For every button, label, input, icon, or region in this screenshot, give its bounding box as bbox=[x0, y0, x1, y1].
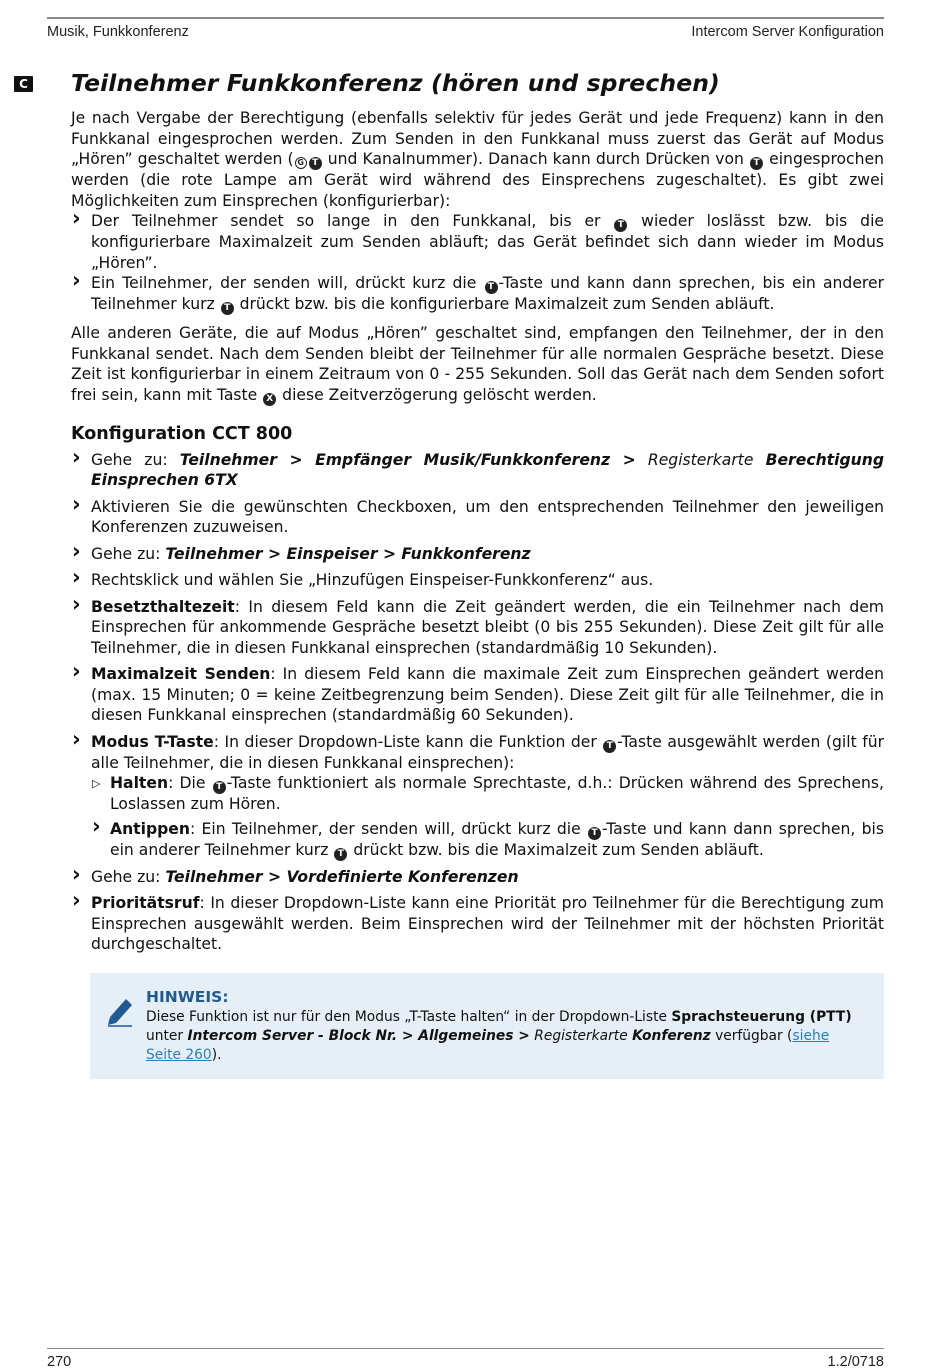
t-key-icon: T bbox=[750, 157, 763, 170]
t-key-icon: T bbox=[309, 157, 322, 170]
t-key-icon: T bbox=[588, 827, 601, 840]
menu-path: Teilnehmer > Vordefinierte Konferenzen bbox=[165, 867, 519, 886]
tab-name: Berechtigung Einsprechen 6TX bbox=[91, 450, 884, 489]
list-item: ▷ Halten: Die T -Taste funktioniert als normale Sprechtaste, d.h.: Drücken während des Sprechens, Loslassen zum Hören. bbox=[91, 773, 884, 815]
note-box bbox=[90, 973, 884, 1079]
g-key-icon: G bbox=[295, 157, 307, 169]
page-number: 270 bbox=[47, 1354, 72, 1370]
list-item: › Maximalzeit Senden: In diesem Feld kann die maximale Zeit zum Einsprechen geändert werden (max. 15 Minuten; 0 = keine Zeitbegrenzung beim Senden). Diese Zeit gilt für alle Teilnehmer, die in diesen Funkkanal einsprechen (standardmäßig 60 Sekunden). bbox=[71, 664, 884, 726]
list-item: › Aktivieren Sie die gewünschten Checkboxen, um den entsprechenden Teilnehmer den jeweiligen Konferenzen zuzuweisen. bbox=[71, 497, 884, 538]
page-content bbox=[71, 66, 884, 1079]
list-item: › Gehe zu: Teilnehmer > Einspeiser > Funkkonferenz bbox=[71, 544, 884, 565]
option-label: Antippen bbox=[110, 819, 190, 838]
header-section-title: Musik, Funkkonferenz bbox=[47, 24, 189, 40]
list-item: › Prioritätsruf: In dieser Dropdown-Liste kann eine Priorität pro Teilnehmer für die Berechtigung zum Einsprechen ausgewählt werden. Beim Einsprechen wird der Teilnehmer mit der höchsten Priorität durchgeschaltet. bbox=[71, 893, 884, 955]
field-label: Prioritätsruf bbox=[91, 894, 200, 912]
mode-options-list bbox=[91, 773, 884, 861]
list-item: › Modus T-Taste: In dieser Dropdown-Liste kann die Funktion der T -Taste ausgewählt werden (gilt für alle Teilnehmer, die in diesen Funkkanal einsprechen): ▷ Halten: Die T -Taste funktioniert als normale Sprechtaste, d.h.: Drücken während des Sprechens, Loslassen zum Hören. › Antippen: Ein Teilnehmer, der senden will, drückt kurz die T -Taste und kann dann sprechen, bis ein anderer Teilnehmer kurz T drückt bzw. bis die Maximalzeit zum Senden abläuft. bbox=[71, 732, 884, 861]
t-key-icon: T bbox=[334, 848, 347, 861]
section-heading: Konfiguration CCT 800 bbox=[71, 423, 293, 444]
config-steps-list bbox=[71, 450, 884, 955]
field-label: Besetzthaltezeit bbox=[91, 597, 235, 616]
note-text: Diese Funktion ist nur für den Modus „T-Taste halten“ in der Dropdown-Liste Sprachsteuerung (PTT) unter Intercom Server - Block Nr. > Allgemeines > Registerkarte Konferenz verfügbar (siehe Seite 260). bbox=[146, 1008, 852, 1063]
intro-paragraph: Je nach Vergabe der Berechtigung (ebenfalls selektiv für jedes Gerät und jede Frequenz) kann in den Funkkanal eingesprochen werden. Zum Senden in den Funkkanal muss zuerst das Gerät auf Modus „Hören” geschaltet werden ( G T und Kanalnummer). Danach kann durch Drücken von T eingesprochen werden (die rote Lampe am Gerät wird während des Einsprechens zugeschaltet). Es gibt zwei Möglichkeiten zum Einsprechen (konfigurierbar): bbox=[71, 109, 884, 210]
pencil-icon bbox=[106, 993, 134, 1027]
list-item: › Der Teilnehmer sendet so lange in den Funkkanal, bis er T wieder loslässt bzw. bis die konfigurierbare Maximalzeit zum Senden abläuft; das Gerät befindet sich dann wieder im Modus „Hören”. bbox=[71, 211, 884, 273]
t-key-icon: T bbox=[485, 281, 498, 294]
t-key-icon: T bbox=[614, 219, 627, 232]
header-rule bbox=[47, 17, 884, 19]
list-item: › Rechtsklick und wählen Sie „Hinzufügen Einspeiser-Funkkonferenz“ aus. bbox=[71, 570, 884, 591]
x-key-icon: X bbox=[263, 393, 276, 406]
note-title: HINWEIS: bbox=[146, 987, 229, 1006]
list-item: › Besetzthaltezeit: In diesem Feld kann die Zeit geändert werden, die ein Teilnehmer nach dem Einsprechen für ankommende Gespräche besetzt bleibt (0 bis 255 Sekunden). Diese Zeit gilt für alle Teilnehmer, die in diesen Funkkanal einsprechen (standardmäßig 10 Sekunden). bbox=[71, 597, 884, 659]
menu-path: Teilnehmer > Empfänger Musik/Funkkonferenz > bbox=[179, 450, 636, 469]
t-key-icon: T bbox=[213, 781, 226, 794]
option-label: Halten bbox=[110, 774, 169, 792]
footer-rule bbox=[47, 1348, 884, 1349]
page-reference-link[interactable]: siehe Seite 260 bbox=[146, 1027, 830, 1063]
list-item: › Antippen: Ein Teilnehmer, der senden will, drückt kurz die T -Taste und kann dann sprechen, bis ein anderer Teilnehmer kurz T drückt bzw. bis die Maximalzeit zum Senden abläuft. bbox=[91, 819, 884, 861]
t-key-icon: T bbox=[603, 740, 616, 753]
options-list bbox=[71, 211, 884, 315]
chapter-tab: C bbox=[14, 76, 33, 92]
page-title: Teilnehmer Funkkonferenz (hören und sprechen) bbox=[71, 69, 720, 97]
document-version: 1.2/0718 bbox=[827, 1354, 884, 1370]
t-key-icon: T bbox=[221, 302, 234, 315]
menu-path: Teilnehmer > Einspeiser > Funkkonferenz bbox=[165, 544, 531, 563]
list-item: › Gehe zu: Teilnehmer > Vordefinierte Konferenzen bbox=[71, 867, 884, 888]
header-chapter-title: Intercom Server Konfiguration bbox=[691, 24, 884, 40]
field-label: Maximalzeit Senden bbox=[91, 665, 271, 683]
list-item: › Gehe zu: Teilnehmer > Empfänger Musik/Funkkonferenz > Registerkarte Berechtigung Einsprechen 6TX bbox=[71, 450, 884, 491]
receive-paragraph: Alle anderen Geräte, die auf Modus „Hören” geschaltet sind, empfangen den Teilnehmer, der in den Funkkanal sendet. Nach dem Senden bleibt der Teilnehmer für alle normalen Gespräche besetzt. Diese Zeit ist konfigurierbar in einem Zeitraum von 0 - 255 Sekunden. Soll das Gerät nach dem Senden sofort frei sein, kann mit Taste X diese Zeitverzögerung gelöscht werden. bbox=[71, 324, 884, 404]
list-item: › Ein Teilnehmer, der senden will, drückt kurz die T -Taste und kann dann sprechen, bis ein anderer Teilnehmer kurz T drückt bzw. bis die konfigurierbare Maximalzeit zum Senden abläuft. bbox=[71, 273, 884, 315]
field-label: Modus T-Taste bbox=[91, 732, 214, 751]
